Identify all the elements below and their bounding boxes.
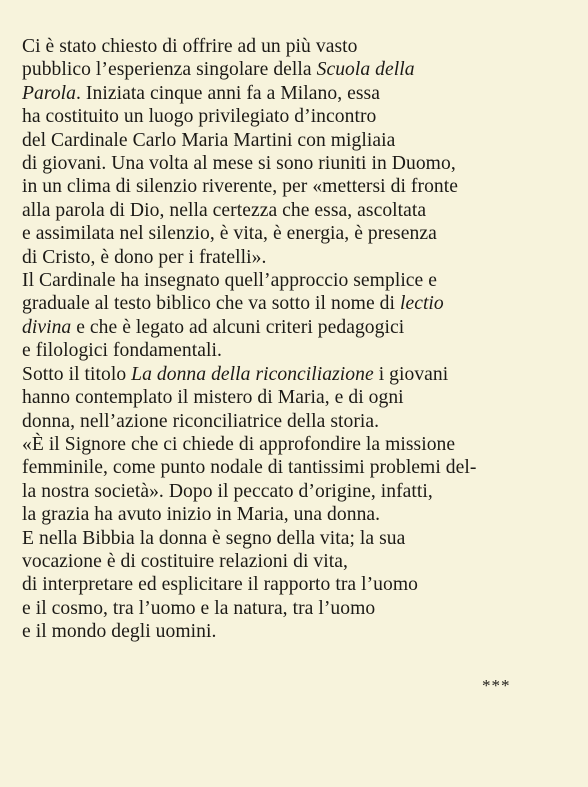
text-line [22,316,582,339]
text-segment: la grazia ha avuto inizio in Maria, una donna. [22,504,381,526]
text-segment: Il Cardinale ha insegnato quell’approccio semplice e [22,270,437,292]
text-line [22,503,582,526]
text-line [22,550,582,573]
text-segment: Ci è stato chiesto di offrire ad un più vasto [22,36,358,57]
text-segment: e che è legato ad alcuni criteri pedagogici [71,316,405,338]
text-line [22,152,582,175]
text-segment: e assimilata nel silenzio, è vita, è energia, è presenza [22,223,437,245]
text-line [22,269,582,292]
text-line [22,433,582,456]
italic-text: Parola [22,82,77,104]
text-segment: i giovani [373,363,449,385]
text-line [22,292,582,315]
text-line [22,246,582,269]
text-segment: femminile, come punto nodale di tantissimi problemi del- [22,457,477,479]
italic-text: divina [22,316,72,338]
text-line [22,527,582,550]
text-line [22,82,582,105]
text-line [22,597,582,620]
text-line [22,363,582,386]
text-segment: e filologici fondamentali. [22,340,222,362]
text-segment: la nostra società». Dopo il peccato d’origine, infatti, [22,480,433,502]
text-segment: ha costituito un luogo privilegiato d’incontro [22,106,377,128]
text-segment: donna, nell’azione riconciliatrice della storia. [22,410,380,432]
text-segment: di Cristo, è dono per i fratelli». [22,246,267,268]
text-segment: E nella Bibbia la donna è segno della vita; la sua [22,527,406,549]
text-line [22,105,582,128]
text-segment: Sotto il titolo [22,363,132,385]
text-segment: alla parola di Dio, nella certezza che essa, ascoltata [22,199,427,221]
text-segment: «È il Signore che ci chiede di approfondire la missione [22,433,456,455]
text-line [22,386,582,409]
italic-text: La donna della riconciliazione [131,363,374,385]
italic-text: Scuola della [316,59,415,81]
text-line [22,199,582,222]
text-segment: in un clima di silenzio riverente, per «mettersi di fronte [22,176,458,198]
body-text [22,35,582,644]
text-line [22,456,582,479]
text-line [22,35,582,58]
text-line [22,480,582,503]
italic-text: lectio [399,293,444,315]
text-line [22,410,582,433]
text-segment: di giovani. Una volta al mese si sono riuniti in Duomo, [22,153,456,175]
text-line [22,339,582,362]
text-segment: pubblico l’esperienza singolare della [22,59,317,81]
text-segment: e il mondo degli uomini. [22,621,217,643]
text-line [22,175,582,198]
text-segment: graduale al testo biblico che va sotto il nome di [22,293,400,315]
text-segment: di interpretare ed esplicitare il rapporto tra l’uomo [22,574,418,596]
text-line [22,620,582,643]
text-segment: . Iniziata cinque anni fa a Milano, essa [76,82,380,104]
text-line [22,573,582,596]
section-separator: *** [482,676,511,695]
text-segment: del Cardinale Carlo Maria Martini con migliaia [22,129,396,151]
text-segment: hanno contemplato il mistero di Maria, e di ogni [22,387,404,409]
text-line [22,129,582,152]
text-line [22,58,582,81]
text-line [22,222,582,245]
text-segment: vocazione è di costituire relazioni di vita, [22,550,348,572]
text-segment: e il cosmo, tra l’uomo e la natura, tra l’uomo [22,597,376,619]
